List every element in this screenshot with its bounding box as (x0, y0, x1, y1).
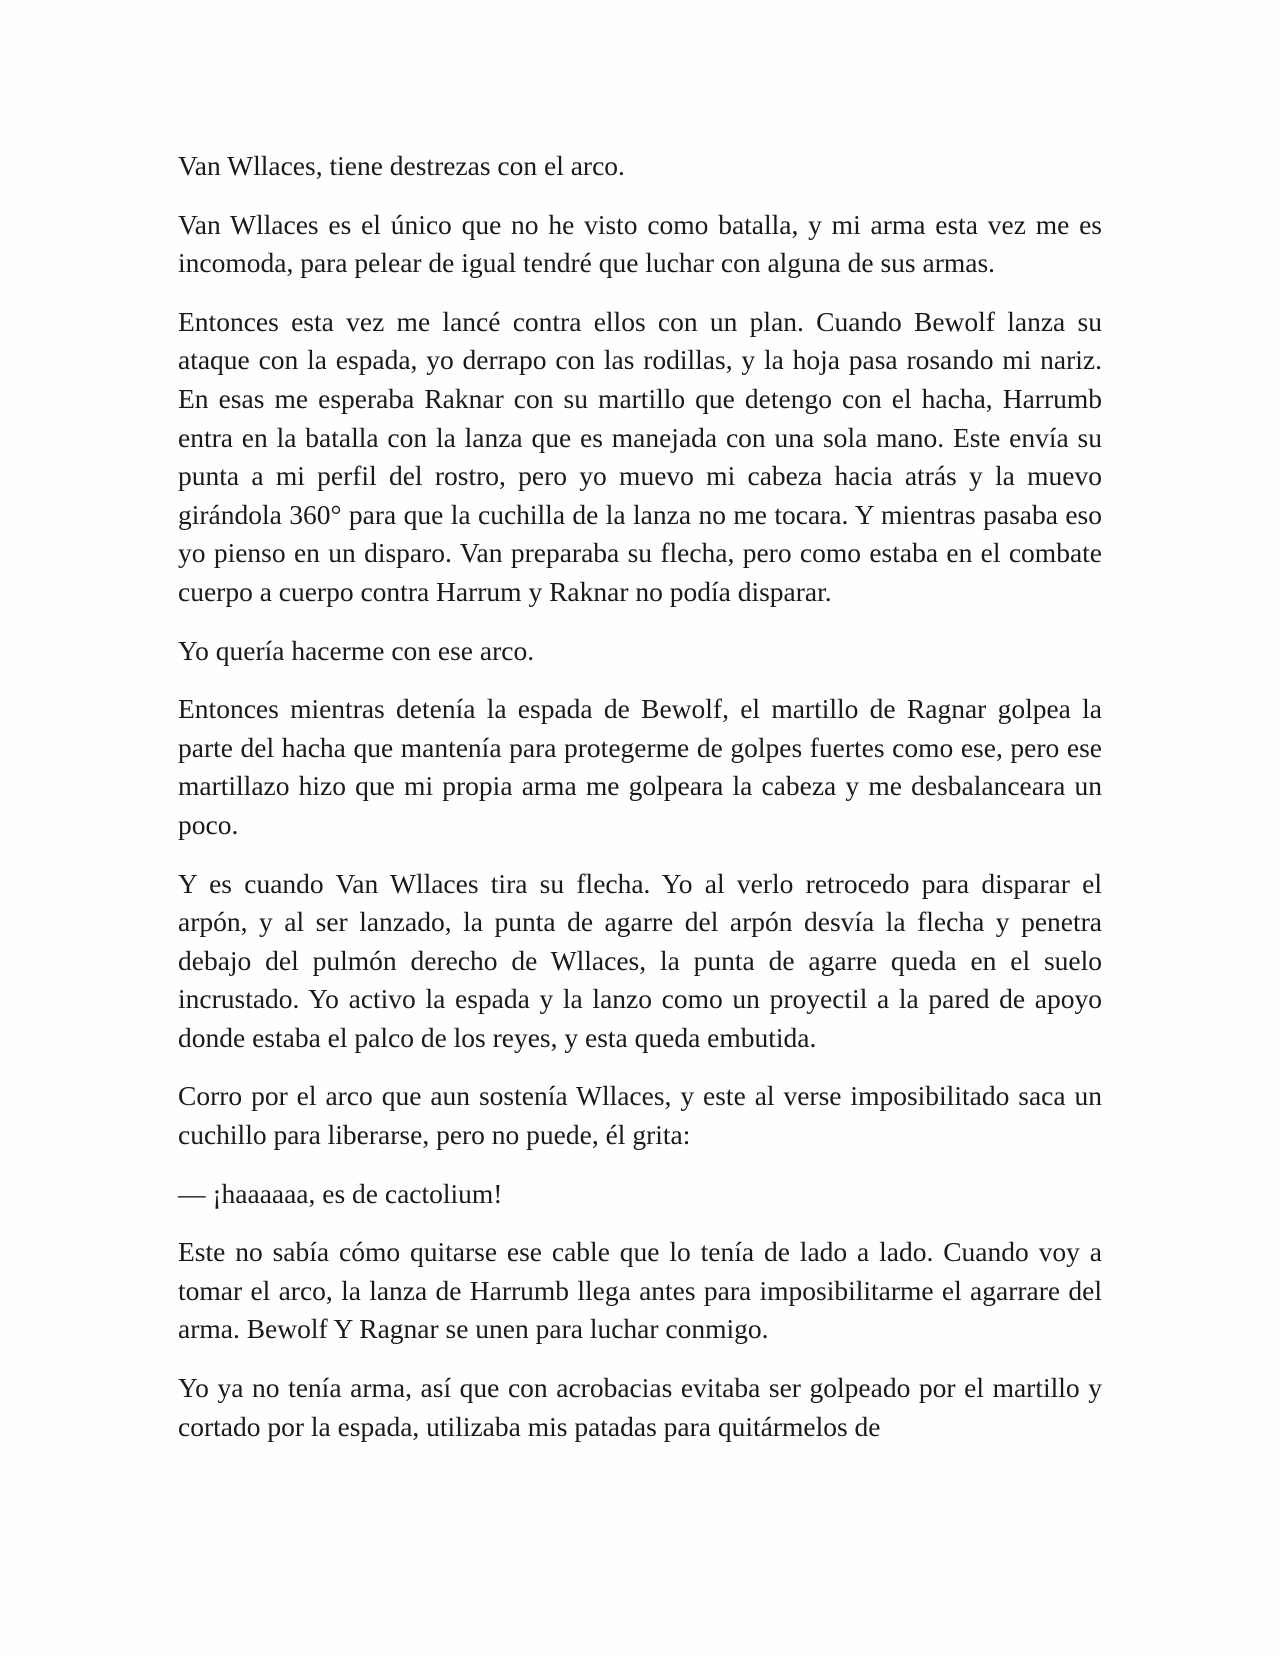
paragraph-1: Van Wllaces, tiene destrezas con el arco. (178, 150, 625, 181)
paragraph-2: Van Wllaces es el único que no he visto como batalla, y mi arma esta vez me es incomoda, para pelear de igual tendré que luchar con alguna de sus armas. (178, 208, 1102, 279)
paragraph-9: Este no sabía cómo quitarse ese cable que lo tenía de lado a lado. Cuando voy a tomar el arco, la lanza de Harrumb llega antes para imposibilitarme el agarrare del arma. Bewolf Y Ragnar se unen para luchar conmigo. (178, 1236, 1102, 1345)
paragraph-5: Entonces mientras detenía la espada de Bewolf, el martillo de Ragnar golpea la parte del hacha que mantenía para protegerme de golpes fuertes como ese, pero ese martillazo hizo que mi propia arma me golpeara la cabeza y me desbalanceara un poco. (178, 693, 1102, 840)
text-body (178, 147, 1102, 1446)
paragraph-6: Y es cuando Van Wllaces tira su flecha. Yo al verlo retrocedo para disparar el arpón, y al ser lanzado, la punta de agarre del arpón desvía la flecha y penetra debajo del pulmón derecho de Wllaces, la punta de agarre queda en el suelo incrustado. Yo activo la espada y la lanzo como un proyectil a la pared de apoyo donde estaba el palco de los reyes, y esta queda embutida. (178, 867, 1102, 1053)
paragraph-10: Yo ya no tenía arma, así que con acrobacias evitaba ser golpeado por el martillo y cortado por la espada, utilizaba mis patadas para quitármelos de (178, 1372, 1102, 1442)
paragraph-4: Yo quería hacerme con ese arco. (178, 634, 535, 666)
dialogue-line: — ¡haaaaaa, es de cactolium! (178, 1177, 503, 1209)
paragraph-7: Corro por el arco que aun sostenía Wllaces, y este al verse imposibilitado saca un cuchillo para liberarse, pero no puede, él grita: (178, 1080, 1102, 1151)
paragraph-3: Entonces esta vez me lancé contra ellos con un plan. Cuando Bewolf lanza su ataque con la espada, yo derrapo con las rodillas, y la hoja pasa rosando mi nariz. En esas me esperaba Raknar con su martillo que detengo con el hacha, Harrumb entra en la batalla con la lanza que es manejada con una sola mano. Este envía su punta a mi perfil del rostro, pero yo muevo mi cabeza hacia atrás y la muevo girándola 360° para que la cuchilla de la lanza no me tocara. Y mientras pasaba eso yo pienso en un disparo. Van preparaba su flecha, pero como estaba en el combate cuerpo a cuerpo contra Harrum y Raknar no podía disparar. (178, 305, 1102, 607)
